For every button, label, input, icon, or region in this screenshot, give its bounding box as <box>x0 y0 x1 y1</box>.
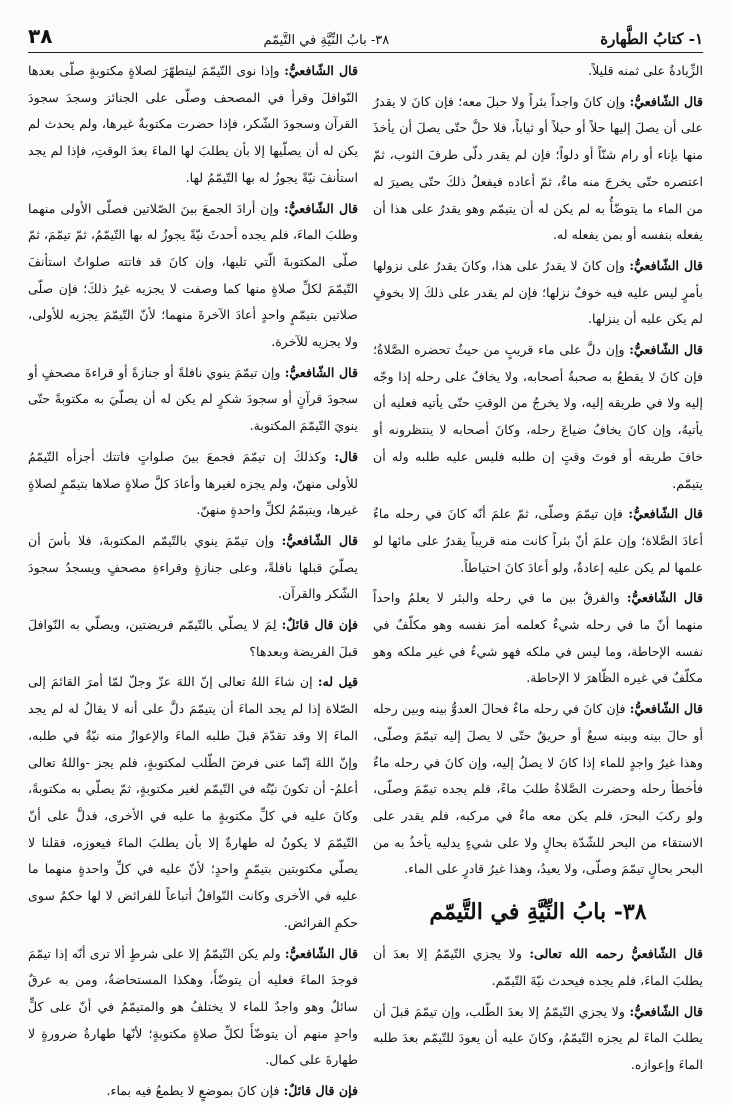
paragraph-text: ولا يجزي التّيمّمُ إلا بعدَ أن يطلبَ الماءَ، فلم يجده فيحدث نيّةَ التّيمّم. <box>373 946 703 988</box>
paragraph-text: وإن تيمّمَ ينوي نافلةً أو جنازةً أو قراءةَ مصحفٍ أو سجودَ قرآنٍ أو سجودَ شكرٍ لم يكن له أن يصلّيَ به مكتوبةً حتّى ينويَ التّيمّمَ المكتوبة. <box>28 364 358 434</box>
paragraph <box>28 58 358 192</box>
paragraph <box>28 669 358 936</box>
speaker-lead: قال الشّافعيُّ: <box>284 364 358 380</box>
paragraph-text: وإن كانَ واجداً بئراً ولا حبلَ معه؛ فإن كانَ لا يقدرُ على أن يصلَ إليها حلاً أو حبلاً أو ثياباً، فلا حلَّ حتّى يصلَ أن يأخذَ منها بإناء أو رام شنّاً أو دلواً؛ فإن لم يقدر دلّى طرفَ الثوب، ثمّ اعتصره حتّى يخرجَ منه ماءٌ، ثمّ أعاده فيفعلُ ذلكَ حتّى يصيرَ له من الماء ما يتوضّأُ به لم يكن له أن يتيمّم وهو يقدرُ على هذا أن يفعله بنفسه أو بمن يفعله له. <box>373 93 703 243</box>
speaker-lead: قال الشّافعيُّ: <box>284 945 358 961</box>
speaker-lead: فإن قال قائلٌ: <box>283 1083 358 1099</box>
speaker-lead: قيل له: <box>317 674 359 690</box>
speaker-lead: قال الشّافعيُّ: <box>629 342 703 358</box>
paragraph-text: وإذا نوى التّيمّمَ ليتطهّرَ لصلاةٍ مكتوبةٍ صلّى بعدها النّوافلَ وقرأ في المصحف وصلّى على الجنائز وسجدَ سجودَ القرآن وسجودَ الشّكر، فإذا حضرت مكتوبةٌ غيرها، ولم يحدث لم يكن له أن يصلّيها إلا بأن يطلبَ لها الماءَ بعدَ الوقتِ، فإذا لم يجد استأنفَ نيّةً يجوزُ له بها التّيمّمُ لها. <box>28 63 358 185</box>
paragraph <box>373 89 703 249</box>
page-number: ٣٨ <box>28 24 53 48</box>
paragraph-text: لِمَ لا يصلّي بالتّيمّم فريضتين، ويصلّي به النّوافلَ قبلَ الفريضة وبعدها؟ <box>28 617 358 659</box>
paragraph <box>28 612 358 665</box>
paragraph-text: وإن أرادَ الجمعَ بينَ الصّلاتين فصلّى الأولى منهما وطلبَ الماءَ، فلم يجده أحدثَ نيّةً يجوزُ له بها التّيمّمُ، ثمّ تيمّمَ، ثمّ صلّى المكتوبةَ الّتي تليها، وإن كانَ قد فاتته صلواتٌ استأنفَ التّيمّمَ لكلِّ صلاةٍ منها كما وصفت لا يجزيه غيرُ ذلكَ؛ فإن صلّى صلاتين بتيمّمٍ واحدٍ أعادَ الآخرةَ منهما؛ لأنّ التّيمّمَ يجزيه للأولى، ولا يجزيه للآخرة. <box>28 200 358 350</box>
paragraph-text: فإن تيمّمَ وصلّى، ثمّ علمَ أنّه كانَ في رحله ماءٌ أعادَ الصَّلاة؛ وإن علمَ أنّ بئراً كانت منه قريباً يقدرُ على مائها لو علمها لم يكن عليه إعادةٌ، ولو أعادَ كانَ احتياطاً. <box>373 506 703 575</box>
paragraph <box>373 941 703 994</box>
paragraph <box>373 999 703 1079</box>
paragraph-text: إن شاءَ اللهُ تعالى إنّ اللهَ عزّ وجلّ لمّا أمرَ القائمَ إلى الصّلاة إذا لم يجد الماءَ أن يتيمّمَ دلَّ على أنه لا يقالُ له لم يجد الماءَ إلا وقد تقدّمَ قبلَ طلبه الماءَ والإعوازُ منه نيّةٌ في طلبه، وإنّ اللهَ إنّما عنى فرضَ الطّلب لمكتوبةٍ، فلم يجز -واللهُ تعالى أعلمُ- أن تكونَ نيّتُه في التّيمّم لغير مكتوبةٍ، ثمّ يصلّي به مكتوبةً، وكانَ عليه في كلِّ مكتوبةٍ ما عليه في الأخرى، فدلَّ على أنّ التّيمّمَ لا يكونُ له طهارةٌ إلا بأن يطلبَ الماءَ فيعوزه، فقلنا لا يصلّي مكتوبتين بتيمّمٍ واحدٍ؛ لأنّ عليه في كلِّ واحدةٍ منهما ما عليه في الأخرى وكانت النّوافلُ أتباعاً للفرائض لا لها حكمٌ سوى حكمِ الفرائض. <box>28 674 358 930</box>
paragraph-text: وكذلكَ إن تيمّمَ فجمعَ بينَ صلواتٍ فاتتك أجزأه التّيمّمُ للأولى منهنّ، ولم يجزه لغيرها وأعادَ كلَّ صلاةٍ صلاها بتيمّمٍ لصلاةٍ غيرها، ويتيمّمُ لكلِّ واحدةٍ منهنّ. <box>28 448 358 518</box>
chapter-title: ٣٨- بابُ النِّيَّةِ في التَّيمّم <box>429 899 647 926</box>
speaker-lead: قال الشّافعيُّ رحمه الله تعالى: <box>529 946 703 962</box>
speaker-lead: قال: <box>334 448 358 464</box>
text-columns <box>28 58 704 1099</box>
paragraph <box>28 528 358 608</box>
intro-text: الزِّيادةُ على ثمنه قليلاً. <box>588 63 703 78</box>
paragraph <box>373 585 703 692</box>
paragraph <box>28 941 358 1075</box>
paragraph-text: وإن دلَّ على ماء قريبٍ من حيثُ تحضره الصَّلاةُ؛ فإن كانَ لا يقطعُ به صحبةُ أصحابه، ولا يخافُ على رحله إذا وجّه إليه ولا في طريقه إليه، ولا يخرجُ من الوقتِ حتّى يأتيه فعليه أن يأتيهُ، وإن كانَ يخافُ ضياعَ رحله، وكانَ أصحابه لا ينتظرونه أو خافَ طريقه أو فوتَ وقتٍ إن طلبه فليس عليه طلبه وله أن يتيمّم. <box>373 342 703 491</box>
right-column <box>373 58 703 1075</box>
paragraph-text: فإن كانَ في رحله ماءٌ فحالَ العدوُّ بينه وبين رحله أو حالَ بينه وبينه سبعٌ أو حريقٌ حتّى لا يصلَ إليه تيمّمَ وصلّى، وهذا غيرُ واجدٍ للماء إذا كانَ لا يصلُ إليه، وإن كانَ في رحله ماءٌ فأخطأ رحله وحضرت الصَّلاةُ طلبَ ماءً، فلم يجده تيمّمَ وصلّى، ولو ركبَ البحرَ، فلم يكن معه ماءٌ في مركبه، فلم يقدر على الاستقاء من البحر للشّدّة بحالٍ ولا على شيءٍ يدليه يأخذُ به من البحر بحالٍ تيمّمَ وصلّى، ولا يعيدُ، وهذا غيرُ قادرٍ على الماء. <box>373 701 703 877</box>
paragraph <box>28 1078 358 1105</box>
paragraph-text: والفرقُ بين ما في رحله والبئر لا يعلمُ واحداً منهما أنّ ما في رحله شيءٌ كعلمه أمرَ نفسه وهو مكلّفٌ في نفسه الإحاطة، وما ليس في ملكه فهو شيءٌ في غير ملكه وهو مكلّفٌ في غيره الظّاهرَ لا الإحاطة. <box>373 590 703 686</box>
paragraph <box>373 696 703 883</box>
chapter-running-title: ٣٨- بابُ النِّيَّةِ في التَّيمّم <box>263 33 390 48</box>
paragraph <box>28 196 358 356</box>
speaker-lead: قال الشّافعيُّ: <box>628 506 703 522</box>
speaker-lead: قال الشّافعيُّ: <box>284 63 358 78</box>
paragraph-text: فإن كانَ بموضعٍ لا يطمعُ فيه بماء. <box>106 1083 280 1099</box>
paragraph <box>28 360 358 440</box>
paragraph-text: وإن كانَ لا يقدرُ على هذا، وكانَ يقدرُ على نزولها بأمرٍ ليس عليه فيه خوفٌ نزلها؛ فإن لم يقدر على ذلكَ إلا بخوفٍ لم يكن عليه أن ينزلها. <box>373 257 703 327</box>
speaker-lead: قال الشّافعيُّ: <box>281 532 358 548</box>
speaker-lead: قال الشّافعيُّ: <box>626 590 703 606</box>
paragraph <box>373 253 703 333</box>
book-title: ١- كتابُ الطَّهارة <box>600 30 703 48</box>
paragraph <box>373 337 703 497</box>
paragraph <box>373 501 703 581</box>
speaker-lead: قال الشّافعيُّ: <box>629 93 703 109</box>
paragraph <box>28 444 358 524</box>
speaker-lead: قال الشّافعيُّ: <box>629 257 703 273</box>
speaker-lead: قال الشّافعيُّ: <box>629 701 703 717</box>
speaker-lead: فإن قال قائلٌ: <box>281 617 358 633</box>
speaker-lead: قال الشّافعيُّ: <box>284 200 359 216</box>
speaker-lead: قال الشّافعيُّ: <box>629 1003 704 1019</box>
left-column <box>28 58 359 1099</box>
paragraph-text: ولم يكن التّيمّمُ إلا على شرطٍ ألا ترى أنّه إذا تيمّمَ فوجدَ الماءَ فعليه أن يتوضّأَ، وهكذا المستحاضةُ، ومن به عرقٌ سائلٌ وهو واجدٌ للماء لا يختلفُ هو والمتيمّمُ في أنّ على كلٍّ واحدٍ منهم أن يتوضّأَ لكلِّ صلاةٍ مكتوبةٍ؛ لأنّها طهارةُ ضرورةٍ لا طهارةَ على كمال. <box>28 945 358 1068</box>
paragraph-text: ولا يجزي التّيمّمُ إلا بعدَ الطّلب، وإن تيمّمَ قبلَ أن يطلبَ الماءَ لم يجزه التّيمّمُ، وكانَ عليه أن يعودَ للتّيمّم بعدَ طلبه الماءَ وإعوازه. <box>373 1003 703 1072</box>
paragraph-text: وإن تيمّمَ ينوي بالتّيمّم المكتوبةَ، فلا بأسَ أن يصلّيَ قبلها نافلةً، وعلى جنازةٍ وقراءةِ مصحفٍ ويسجدُ سجودَ الشّكر والقرآن. <box>28 532 358 602</box>
page-header <box>28 14 703 53</box>
